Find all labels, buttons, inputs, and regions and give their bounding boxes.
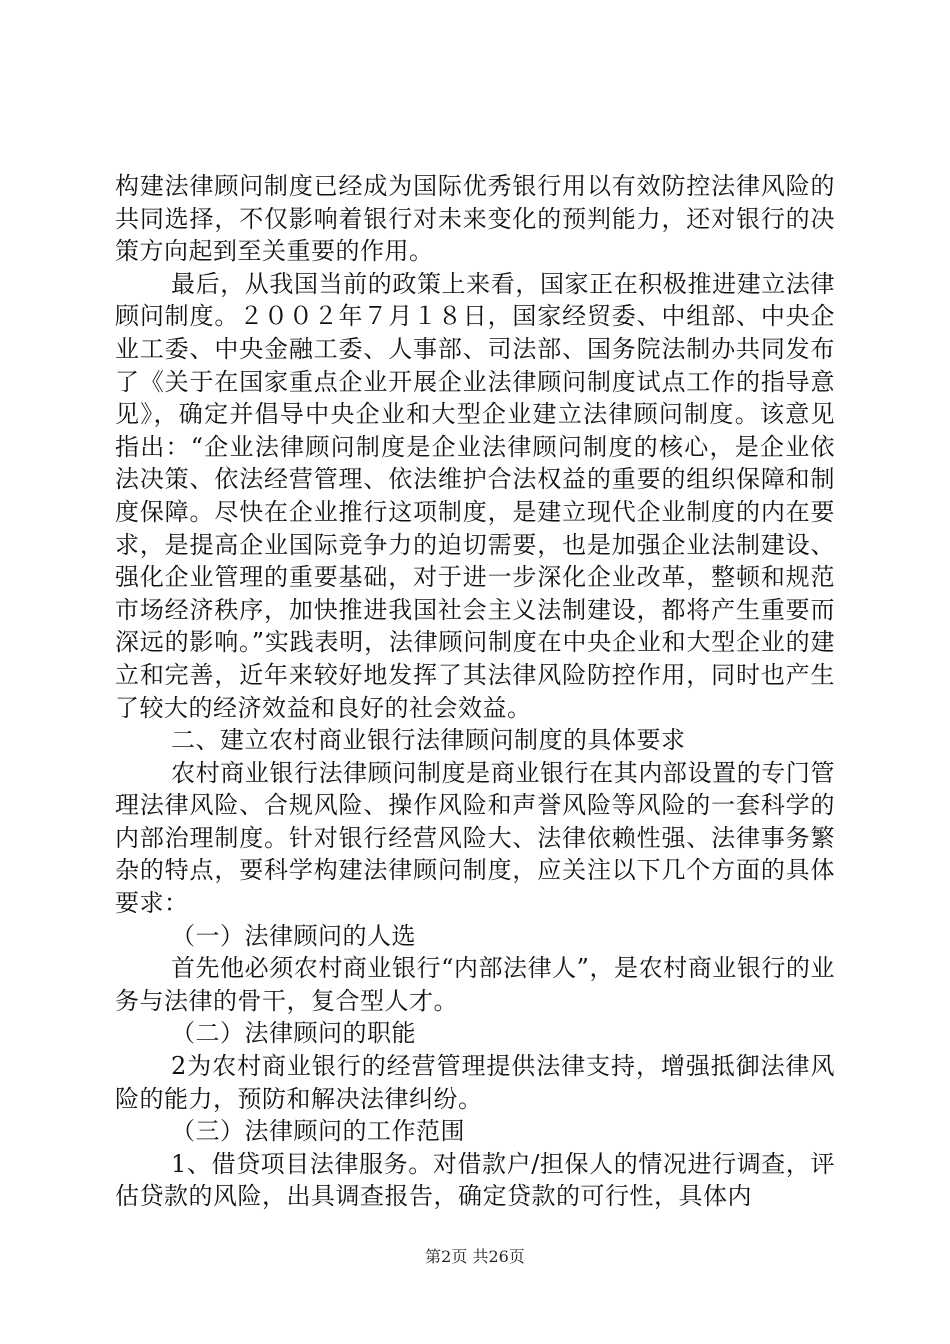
subheading-3: （三）法律顾问的工作范围 bbox=[171, 1117, 465, 1146]
paragraph-1: 构建法律顾问制度已经成为国际优秀银行用以有效防控法律风险的共同选择，不仅影响着银行对未来变化的预判能力，还对银行的决策方向起到至关重要的作用。 bbox=[115, 172, 835, 266]
subheading-2: （二）法律顾问的职能 bbox=[171, 1019, 416, 1048]
paragraph-2: 最后，从我国当前的政策上来看，国家正在积极推进建立法律顾问制度。２００２年７月１８日，国家经贸委、中组部、中央企业工委、中央金融工委、人事部、司法部、国务院法制办共同发布了《关于在国家重点企业开展企业法律顾问制度试点工作的指导意见》，确定并倡导中央企业和大型企业建立法律顾问制度。该意见指出：“企业法律顾问制度是企业法律顾问制度的核心，是企业依法决策、依法经营管理、依法维护合法权益的重要的组织保障和制度保障。尽快在企业推行这项制度，是建立现代企业制度的内在要求，是提高企业国际竞争力的迫切需要，也是加强企业法制建设、强化企业管理的重要基础，对于进一步深化企业改革，整顿和规范市场经济秩序，加快推进我国社会主义法制建设，都将产生重要而深远的影响。”实践表明，法律顾问制度在中央企业和大型企业的建立和完善，近年来较好地发挥了其法律风险防控作用，同时也产生了较大的经济效益和良好的社会效益。 bbox=[115, 269, 835, 722]
section-heading-2: 二、建立农村商业银行法律顾问制度的具体要求 bbox=[171, 726, 686, 755]
document-body bbox=[115, 170, 835, 1213]
paragraph-6: 1、借贷项目法律服务。对借款户/担保人的情况进行调查，评估贷款的风险，出具调查报告，确定贷款的可行性，具体内 bbox=[115, 1149, 835, 1211]
paragraph-3: 农村商业银行法律顾问制度是商业银行在其内部设置的专门管理法律风险、合规风险、操作风险和声誉风险等风险的一套科学的内部治理制度。针对银行经营风险大、法律依赖性强、法律事务繁杂的特点，要科学构建法律顾问制度，应关注以下几个方面的具体要求： bbox=[115, 758, 835, 918]
paragraph-5: 2为农村商业银行的经营管理提供法律支持，增强抵御法律风险的能力，预防和解决法律纠纷。 bbox=[115, 1052, 835, 1113]
paragraph-4: 首先他必须农村商业银行“内部法律人”，是农村商业银行的业务与法律的骨干，复合型人才。 bbox=[115, 954, 835, 1015]
subheading-1: （一）法律顾问的人选 bbox=[171, 921, 416, 950]
page-footer: 第2页 共26页 bbox=[425, 1247, 525, 1266]
